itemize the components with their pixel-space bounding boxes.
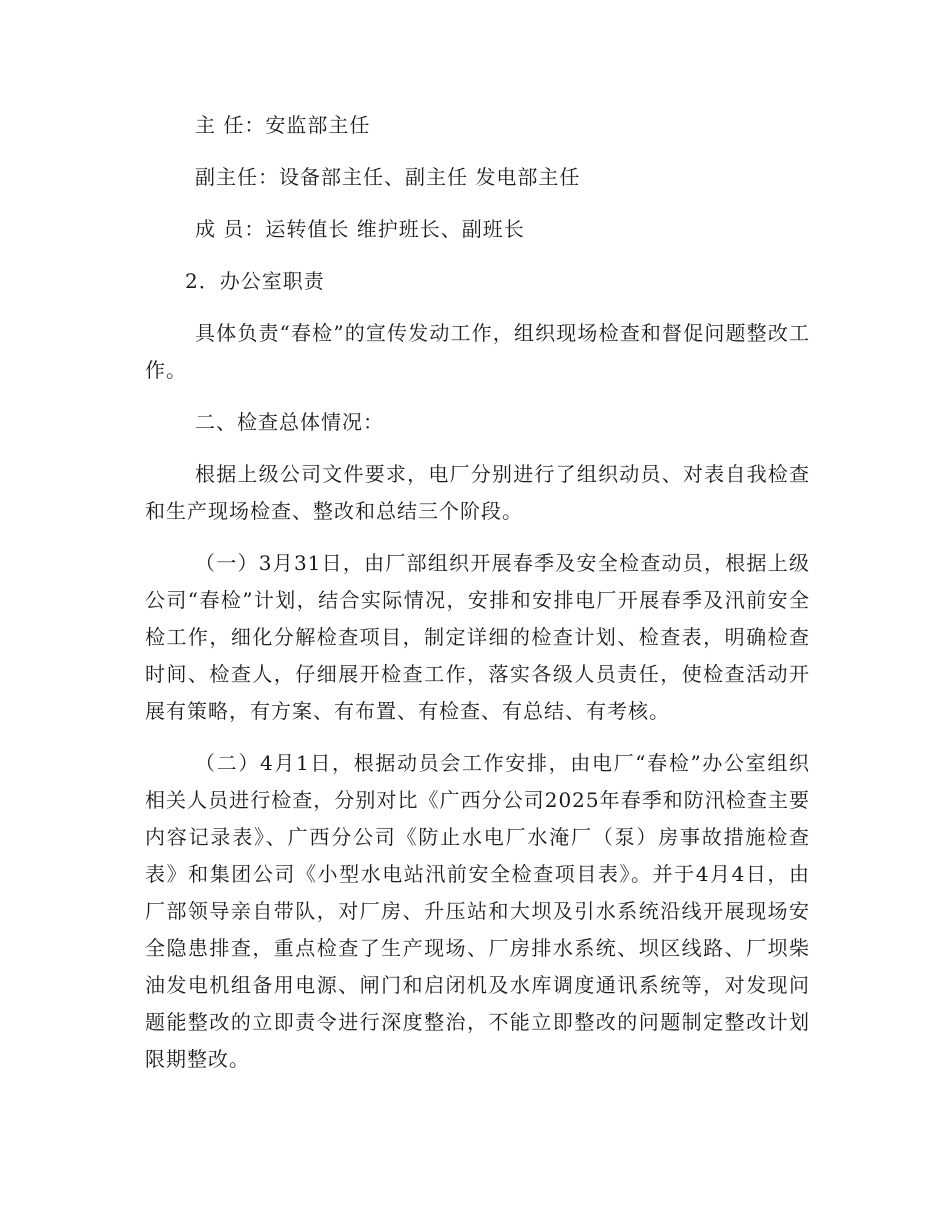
inspection-overview-heading: 二、检查总体情况： xyxy=(195,410,384,434)
office-duties-heading: 2．办公室职责 xyxy=(185,269,325,293)
inspection-intro-paragraph: 根据上级公司文件要求，电厂分别进行了组织动员、对表自我检查和生产现场检查、整改和总结三个阶段。 xyxy=(145,462,810,523)
office-duties-paragraph: 具体负责“春检”的宣传发动工作，组织现场检查和督促问题整改工作。 xyxy=(145,321,810,382)
committee-director-line: 主 任：安监部主任 xyxy=(195,113,371,137)
document-body xyxy=(145,107,810,1078)
committee-members-line: 成 员：运转值长 维护班长、副班长 xyxy=(195,217,525,241)
inspection-item-one-paragraph: （一）3月31日，由厂部组织开展春季及安全检查动员，根据上级公司“春检”计划，结合实际情况，安排和安排电厂开展春季及汛前安全检工作，细化分解检查项目，制定详细的检查计划、检查表，明确检查时间、检查人，仔细展开检查工作，落实各级人员责任，使检查活动开展有策略，有方案、有布置、有检查、有总结、有考核。 xyxy=(145,551,810,723)
committee-deputy-line: 副主任：设备部主任、副主任 发电部主任 xyxy=(195,165,581,189)
inspection-item-two-paragraph: （二）4月1日，根据动员会工作安排，由电厂“春检”办公室组织相关人员进行检查，分别对比《广西分公司2025年春季和防汛检查主要内容记录表》、广西分公司《防止水电厂水淹厂（泵）房事故措施检查表》和集团公司《小型水电站汛前安全检查项目表》。并于4月4日，由厂部领导亲自带队，对厂房、升压站和大坝及引水系统沿线开展现场安全隐患排查，重点检查了生产现场、厂房排水系统、坝区线路、厂坝柴油发电机组备用电源、闸门和启闭机及水库调度通讯系统等，对发现问题能整改的立即责令进行深度整治，不能立即整改的问题制定整改计划限期整改。 xyxy=(145,751,810,1071)
